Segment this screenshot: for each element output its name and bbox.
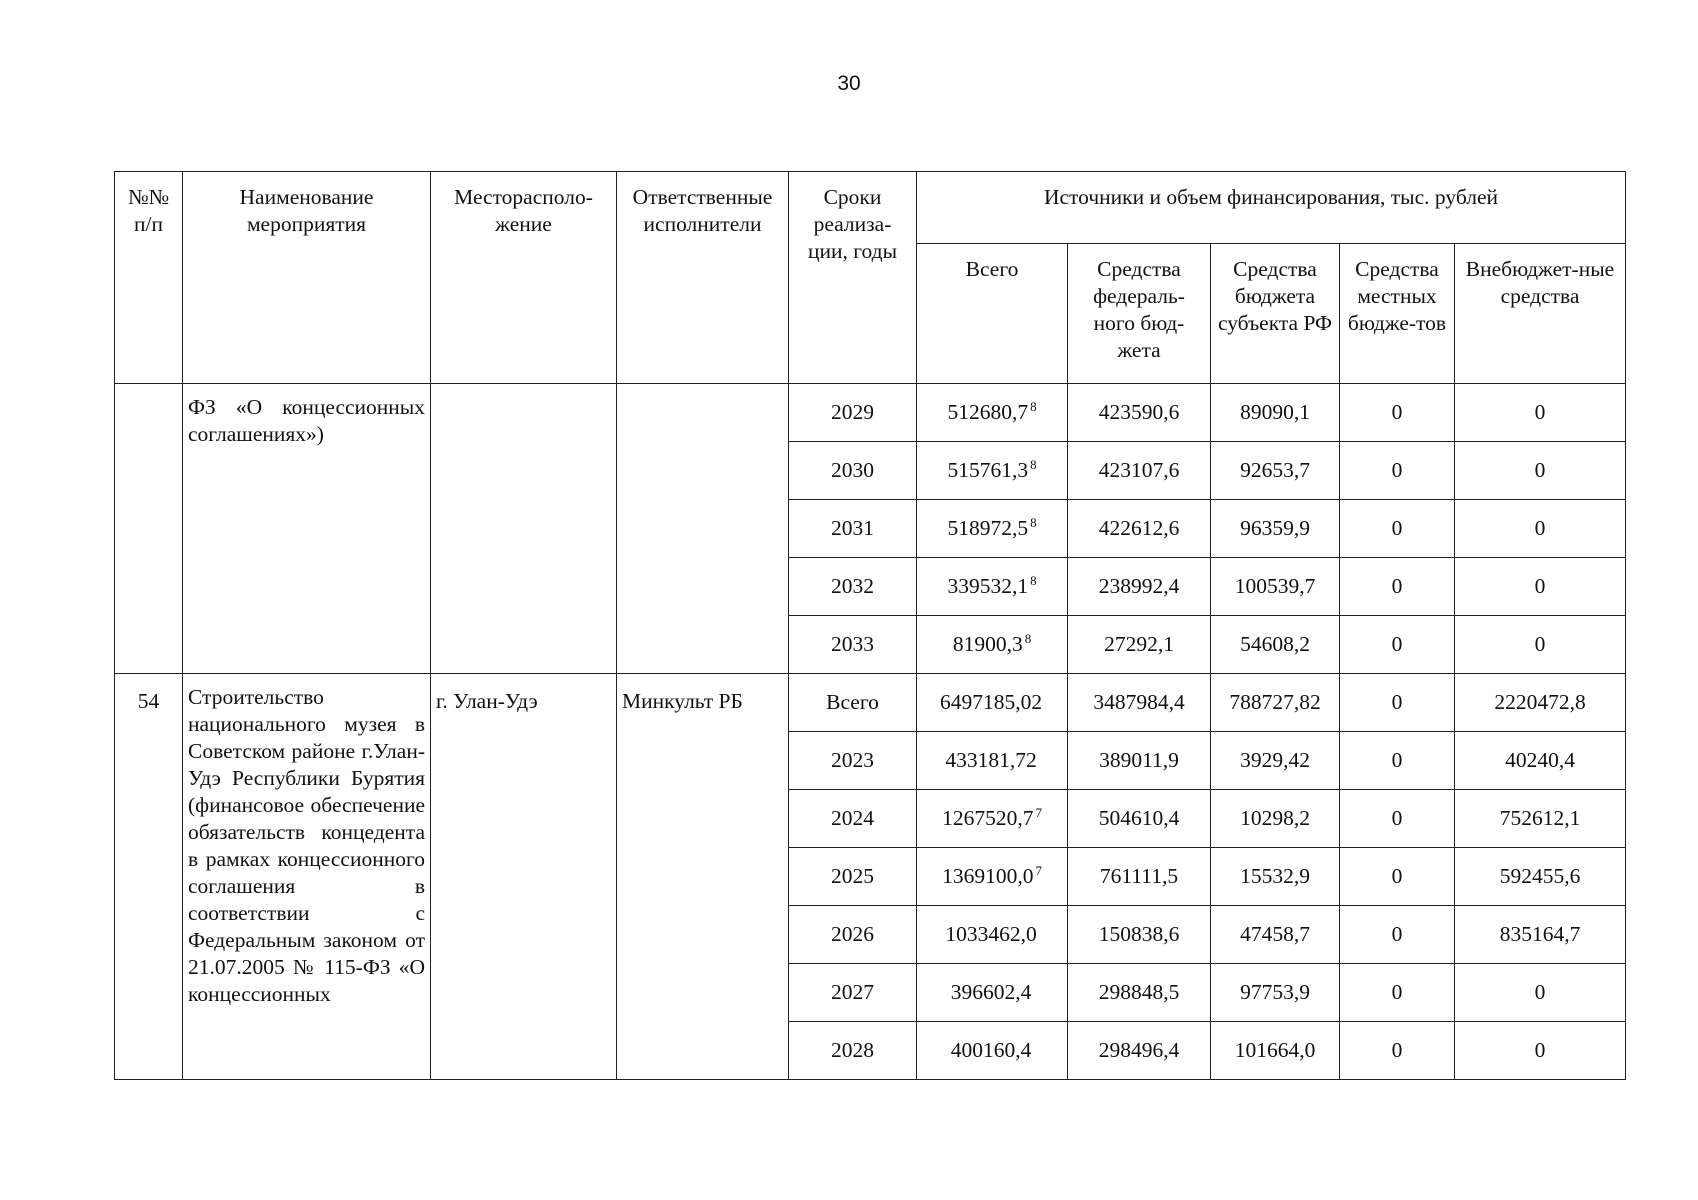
extra-cell: 0 <box>1455 384 1626 442</box>
federal-cell: 422612,6 <box>1068 500 1211 558</box>
extra-cell: 0 <box>1455 558 1626 616</box>
year-cell: 2028 <box>789 1022 917 1080</box>
extra-cell: 0 <box>1455 616 1626 674</box>
total-cell: 396602,4 <box>917 964 1068 1022</box>
year-cell: 2025 <box>789 848 917 906</box>
header-funding: Источники и объем финансирования, тыс. рублей <box>917 172 1626 244</box>
total-cell: 6497185,02 <box>917 674 1068 732</box>
footnote-mark: 8 <box>1030 515 1037 530</box>
header-executors: Ответственные исполнители <box>617 172 789 384</box>
total-cell: 515761,3 $^8$ <box>917 442 1068 500</box>
federal-cell: 761111,5 <box>1068 848 1211 906</box>
extra-cell: 835164,7 <box>1455 906 1626 964</box>
continuation-executor <box>617 384 789 674</box>
regional-cell: 89090,1 <box>1211 384 1340 442</box>
regional-cell: 788727,82 <box>1211 674 1340 732</box>
local-cell: 0 <box>1340 964 1455 1022</box>
year-cell: 2031 <box>789 500 917 558</box>
year-cell: 2026 <box>789 906 917 964</box>
footnote-mark: 7 <box>1035 863 1042 878</box>
year-cell: 2029 <box>789 384 917 442</box>
regional-cell: 100539,7 <box>1211 558 1340 616</box>
page-number: 30 <box>837 72 861 95</box>
regional-cell: 3929,42 <box>1211 732 1340 790</box>
local-cell: 0 <box>1340 500 1455 558</box>
item-location: г. Улан-Удэ <box>431 674 617 1080</box>
year-cell: 2023 <box>789 732 917 790</box>
local-cell: 0 <box>1340 732 1455 790</box>
regional-cell: 101664,0 <box>1211 1022 1340 1080</box>
year-cell: 2032 <box>789 558 917 616</box>
federal-cell: 298496,4 <box>1068 1022 1211 1080</box>
extra-cell: 752612,1 <box>1455 790 1626 848</box>
local-cell: 0 <box>1340 384 1455 442</box>
extra-cell: 0 <box>1455 964 1626 1022</box>
year-cell: 2024 <box>789 790 917 848</box>
regional-cell: 15532,9 <box>1211 848 1340 906</box>
local-cell: 0 <box>1340 848 1455 906</box>
federal-cell: 389011,9 <box>1068 732 1211 790</box>
item-number: 54 <box>115 674 183 1080</box>
federal-cell: 298848,5 <box>1068 964 1211 1022</box>
local-cell: 0 <box>1340 906 1455 964</box>
footnote-mark: 8 <box>1030 457 1037 472</box>
local-cell: 0 <box>1340 790 1455 848</box>
total-cell: 433181,72 <box>917 732 1068 790</box>
continuation-num <box>115 384 183 674</box>
federal-cell: 238992,4 <box>1068 558 1211 616</box>
regional-cell: 92653,7 <box>1211 442 1340 500</box>
table-row <box>115 384 1626 442</box>
year-cell: 2027 <box>789 964 917 1022</box>
footnote-mark: 8 <box>1030 399 1037 414</box>
total-cell: 339532,1 $^8$ <box>917 558 1068 616</box>
regional-cell: 47458,7 <box>1211 906 1340 964</box>
footnote-mark: 8 <box>1030 573 1037 588</box>
local-cell: 0 <box>1340 558 1455 616</box>
header-total: Всего <box>917 243 1068 383</box>
regional-cell: 54608,2 <box>1211 616 1340 674</box>
extra-cell: 40240,4 <box>1455 732 1626 790</box>
total-cell: 512680,7 $^8$ <box>917 384 1068 442</box>
total-cell: 81900,3 $^8$ <box>917 616 1068 674</box>
financing-table <box>114 171 1626 1080</box>
continuation-name: ФЗ «О концессионных соглашениях») <box>183 384 431 674</box>
year-cell: 2030 <box>789 442 917 500</box>
total-cell: 1033462,0 <box>917 906 1068 964</box>
header-location: Месторасполо-жение <box>431 172 617 384</box>
local-cell: 0 <box>1340 674 1455 732</box>
extra-cell: 592455,6 <box>1455 848 1626 906</box>
extra-cell: 0 <box>1455 442 1626 500</box>
federal-cell: 150838,6 <box>1068 906 1211 964</box>
total-cell: 1369100,0 $^7$ <box>917 848 1068 906</box>
footnote-mark: 7 <box>1035 805 1042 820</box>
total-cell: 518972,5 $^8$ <box>917 500 1068 558</box>
header-regional: Средства бюджета субъекта РФ <box>1211 243 1340 383</box>
extra-cell: 0 <box>1455 1022 1626 1080</box>
extra-cell: 2220472,8 <box>1455 674 1626 732</box>
regional-cell: 96359,9 <box>1211 500 1340 558</box>
header-local: Средства местных бюдже-тов <box>1340 243 1455 383</box>
federal-cell: 423107,6 <box>1068 442 1211 500</box>
header-num: №№ п/п <box>115 172 183 384</box>
local-cell: 0 <box>1340 616 1455 674</box>
federal-cell: 27292,1 <box>1068 616 1211 674</box>
federal-cell: 504610,4 <box>1068 790 1211 848</box>
header-extra: Внебюджет-ные средства <box>1455 243 1626 383</box>
local-cell: 0 <box>1340 442 1455 500</box>
year-cell: Всего <box>789 674 917 732</box>
footnote-mark: 8 <box>1024 631 1032 646</box>
extra-cell: 0 <box>1455 500 1626 558</box>
header-period: Сроки реализа-ции, годы <box>789 172 917 384</box>
header-name: Наименование мероприятия <box>183 172 431 384</box>
header-federal: Средства федераль-ного бюд-жета <box>1068 243 1211 383</box>
federal-cell: 3487984,4 <box>1068 674 1211 732</box>
continuation-location <box>431 384 617 674</box>
item-name: Строительство национального музея в Советском районе г.Улан-Удэ Республики Бурятия (финансовое обеспечение обязательств концедента в рамках концессионного соглашения в соответствии с Федеральным законом от 21.07.2005 № 115-ФЗ «О концессионных <box>183 674 431 1080</box>
federal-cell: 423590,6 <box>1068 384 1211 442</box>
year-cell: 2033 <box>789 616 917 674</box>
local-cell: 0 <box>1340 1022 1455 1080</box>
table-row <box>115 674 1626 732</box>
total-cell: 1267520,7 $^7$ <box>917 790 1068 848</box>
regional-cell: 97753,9 <box>1211 964 1340 1022</box>
item-executor: Минкульт РБ <box>617 674 789 1080</box>
total-cell: 400160,4 <box>917 1022 1068 1080</box>
header-row-1 <box>115 172 1626 244</box>
regional-cell: 10298,2 <box>1211 790 1340 848</box>
